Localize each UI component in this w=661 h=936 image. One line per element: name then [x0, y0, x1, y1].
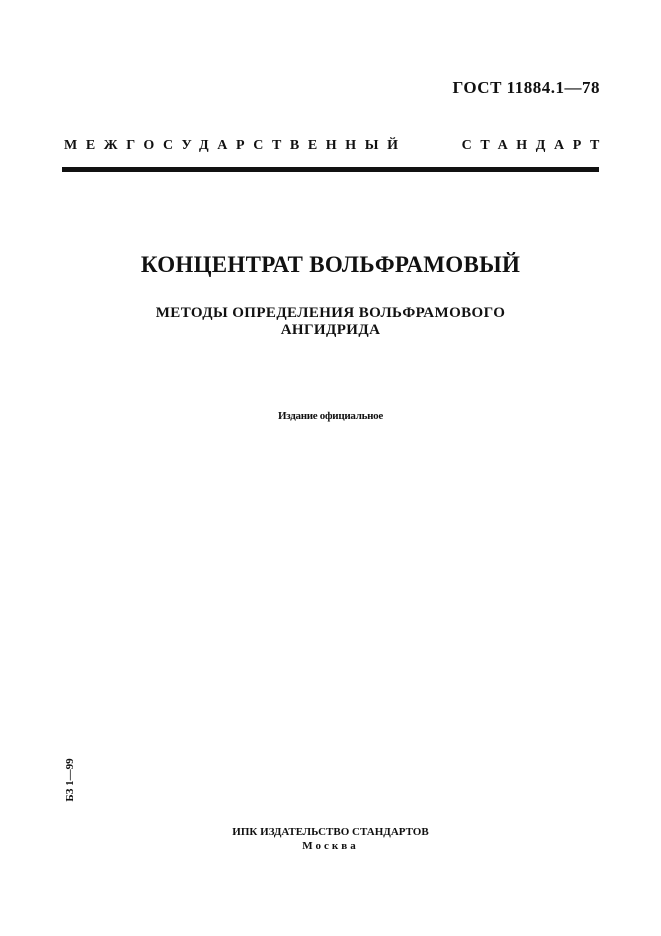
- subtitle-line-1: МЕТОДЫ ОПРЕДЕЛЕНИЯ ВОЛЬФРАМОВОГО: [155, 305, 506, 321]
- gost-number: ГОСТ 11884.1—78: [452, 78, 600, 97]
- side-code: БЗ 1—99: [64, 758, 76, 802]
- edition-label: Издание официальное: [278, 410, 383, 422]
- document-subtitle: [0, 305, 661, 339]
- publisher-name: ИПК ИЗДАТЕЛЬСТВО СТАНДАРТОВ: [232, 826, 429, 838]
- standard-header: [64, 138, 608, 160]
- document-title: КОНЦЕНТРАТ ВОЛЬФРАМОВЫЙ: [140, 252, 521, 277]
- header-rule: [62, 167, 599, 172]
- header-interstate-label: МЕЖГОСУДАРСТВЕННЫЙ: [64, 138, 407, 153]
- header-standard-label: СТАНДАРТ: [461, 138, 608, 153]
- publisher-city: Москва: [302, 840, 359, 852]
- subtitle-line-2: АНГИДРИДА: [280, 322, 381, 338]
